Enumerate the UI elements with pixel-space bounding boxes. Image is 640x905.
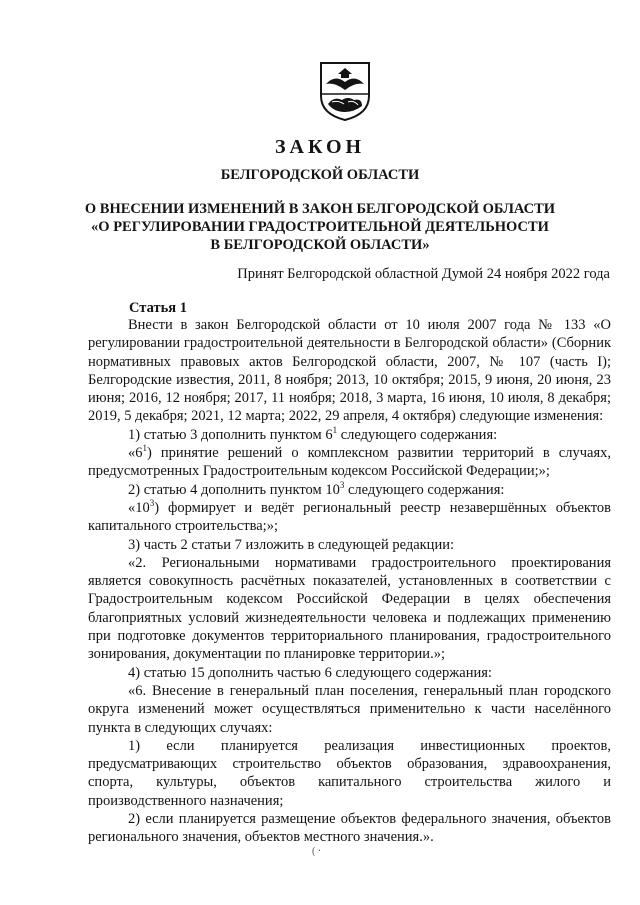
article-body <box>88 316 611 847</box>
amendment-item: 2) статью 4 дополнить пунктом $10^3$ следующего содержания: <box>128 479 505 498</box>
amendment-text: «$6^1$) принятие решений о комплексном развитии территорий в случаях, предусмотренных Градостроительным кодексом Российской Федерации;»; <box>88 443 611 480</box>
document-heading <box>60 200 580 254</box>
amendment-item: 4) статью 15 дополнить частью 6 следующего содержания: <box>128 664 492 681</box>
amendment-text: «$10^3$) формирует и ведёт региональный реестр незавершённых объектов капитального строительства;»; <box>88 498 611 535</box>
amendment-item: 1) статью 3 дополнить пунктом $6^1$ следующего содержания: <box>128 424 498 443</box>
amendment-text: «6. Внесение в генеральный план поселения, генеральный план городского округа изменений может осуществляться применительно к части населённого пункта в следующих случаях: <box>88 682 611 736</box>
amendment-case: 1) если планируется реализация инвестиционных проектов, предусматривающих строительство объектов образования, здравоохранения, спорта, культуры, объектов капитального строительства жилого и производственного назначения; <box>88 737 611 809</box>
amendment-case: 2) если планируется размещение объектов федерального значения, объектов регионального значения, объектов местного значения.». <box>88 811 611 846</box>
belgorod-coat-of-arms-icon <box>318 60 372 122</box>
page-mark: ( · <box>312 846 322 857</box>
document-region: БЕЛГОРОДСКОЙ ОБЛАСТИ <box>220 167 420 183</box>
heading-line: О ВНЕСЕНИИ ИЗМЕНЕНИЙ В ЗАКОН БЕЛГОРОДСКОЙ ОБЛАСТИ <box>84 201 556 217</box>
heading-line: В БЕЛГОРОДСКОЙ ОБЛАСТИ» <box>210 237 430 253</box>
document-title: ЗАКОН <box>274 136 366 158</box>
article-intro: Внести в закон Белгородской области от 10 июля 2007 года № 133 «О регулировании градостроительной деятельности в Белгородской области» (Сборник нормативных правовых актов Белгородской области, 2007, № 107 (часть I); Белгородские известия, 2011, 8 ноября; 2013, 10 октября; 2015, 9 июня, 20 июня, 23 июня; 2016, 12 ноября; 2017, 11 ноября; 2018, 3 марта, 16 июня, 10 июля, 8 декабря; 2019, 5 декабря; 2021, 12 марта; 2022, 29 апреля, 4 октября) следующие изменения: <box>88 317 611 425</box>
adoption-line: Принят Белгородской областной Думой 24 ноября 2022 года <box>237 266 610 282</box>
heading-line: «О РЕГУЛИРОВАНИИ ГРАДОСТРОИТЕЛЬНОЙ ДЕЯТЕЛЬНОСТИ <box>91 219 549 235</box>
amendment-text: «2. Региональными нормативами градостроительного проектирования является совокупность расчётных показателей, установленных в соответствии с Градостроительным кодексом Российской Федерации в целях обеспечения благоприятных условий жизнедеятельности человека и подлежащих применению при подготовке документов территориального планирования, градостроительного зонирования, документации по планировке территории.»; <box>88 554 611 663</box>
article-title: Статья 1 <box>129 300 187 316</box>
amendment-item: 3) часть 2 статьи 7 изложить в следующей редакции: <box>128 536 454 553</box>
